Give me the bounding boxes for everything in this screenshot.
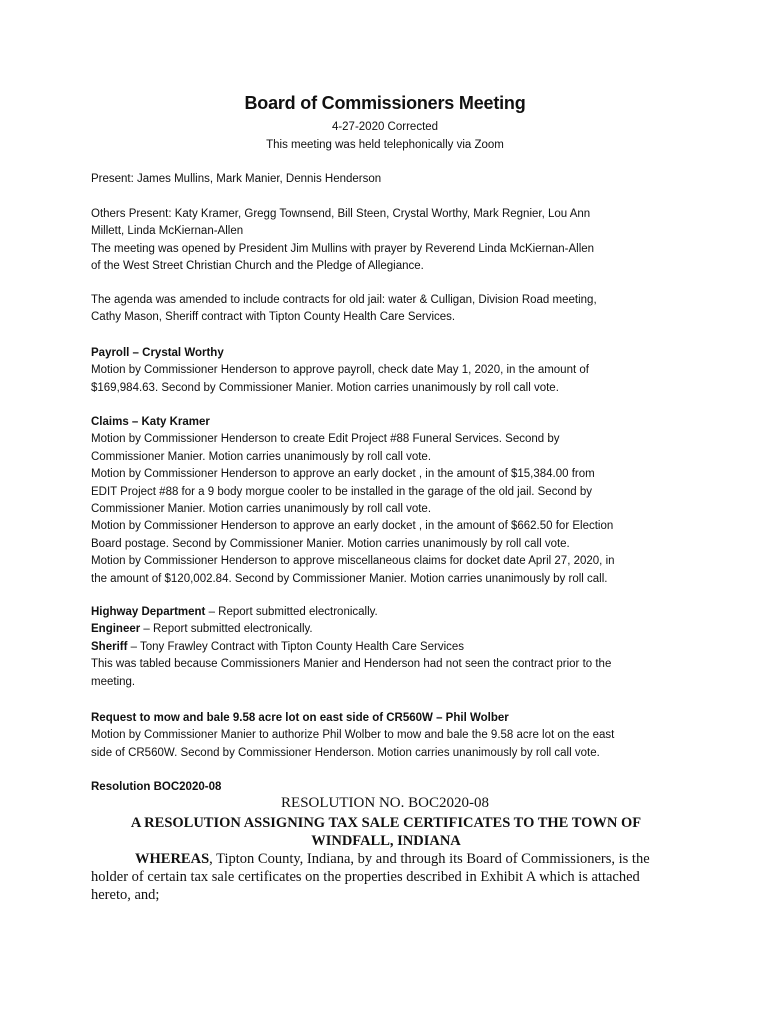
meeting-date: 4-27-2020 Corrected xyxy=(331,121,439,133)
present-line: Present: James Mullins, Mark Manier, Dennis Henderson xyxy=(91,173,382,185)
resolution-number: RESOLUTION NO. BOC2020-08 xyxy=(281,795,489,811)
payroll-line: Motion by Commissioner Henderson to approve payroll, check date May 1, 2020, in the amount of xyxy=(91,364,589,377)
highway-line xyxy=(91,604,691,621)
others-line: of the West Street Christian Church and the Pledge of Allegiance. xyxy=(91,260,424,273)
agenda-paragraph xyxy=(91,292,691,327)
resolution-title xyxy=(91,814,681,850)
mow-request-line: side of CR560W. Second by Commissioner Henderson. Motion carries unanimously by roll call vote. xyxy=(91,746,600,759)
engineer-line xyxy=(91,621,691,638)
whereas-line: holder of certain tax sale certificates on the properties described in Exhibit A which is attached xyxy=(91,869,640,885)
departments-section xyxy=(91,604,691,691)
claims-section xyxy=(91,414,691,588)
resolution-title-line: WINDFALL, INDIANA xyxy=(311,833,461,849)
payroll-heading: Payroll – Crystal Worthy xyxy=(91,347,224,359)
mow-request-section xyxy=(91,710,691,762)
tabled-line: This was tabled because Commissioners Manier and Henderson had not seen the contract prior to the xyxy=(91,658,612,671)
mow-request-heading: Request to mow and bale 9.58 acre lot on east side of CR560W – Phil Wolber xyxy=(91,712,509,724)
engineer-label: Engineer xyxy=(91,623,141,636)
claims-line: Motion by Commissioner Henderson to create Edit Project #88 Funeral Services. Second by xyxy=(91,433,560,446)
others-line: The meeting was opened by President Jim Mullins with prayer by Reverend Linda McKiernan-Allen xyxy=(91,242,595,255)
claims-line: Commissioner Manier. Motion carries unanimously by roll call vote. xyxy=(91,450,432,463)
tabled-line: meeting. xyxy=(91,675,136,688)
engineer-text: – Report submitted electronically. xyxy=(140,623,313,636)
whereas-text: , Tipton County, Indiana, by and through its Board of Commissioners, is the xyxy=(209,851,650,867)
claims-line: Motion by Commissioner Henderson to approve miscellaneous claims for docket date April 27, 2020, in xyxy=(91,555,615,568)
payroll-line: $169,984.63. Second by Commissioner Manier. Motion carries unanimously by roll call vote. xyxy=(91,381,559,394)
mow-request-line: Motion by Commissioner Manier to authorize Phil Wolber to mow and bale the 9.58 acre lot on the east xyxy=(91,729,615,742)
sheriff-text: – Tony Frawley Contract with Tipton County Health Care Services xyxy=(127,640,465,653)
payroll-section xyxy=(91,345,691,397)
resolution-title-line: A RESOLUTION ASSIGNING TAX SALE CERTIFICATES TO THE TOWN OF xyxy=(130,815,642,831)
claims-line: Motion by Commissioner Henderson to approve an early docket , in the amount of $662.50 for Election xyxy=(91,520,614,533)
claims-line: the amount of $120,002.84. Second by Commissioner Manier. Motion carries unanimously by roll call. xyxy=(91,572,608,585)
claims-line: Commissioner Manier. Motion carries unanimously by roll call vote. xyxy=(91,503,432,516)
sheriff-label: Sheriff xyxy=(91,640,128,653)
others-line: Others Present: Katy Kramer, Gregg Townsend, Bill Steen, Crystal Worthy, Mark Regnier, Lou Ann xyxy=(91,208,591,220)
agenda-line: Cathy Mason, Sheriff contract with Tipton County Health Care Services. xyxy=(91,311,456,324)
highway-label: Highway Department xyxy=(91,606,206,618)
others-line: Millett, Linda McKiernan-Allen xyxy=(91,225,244,238)
meeting-title: Board of Commissioners Meeting xyxy=(244,93,526,113)
whereas-label: WHEREAS xyxy=(135,851,210,867)
claims-line: Motion by Commissioner Henderson to approve an early docket , in the amount of $15,384.00 from xyxy=(91,468,595,481)
resolution-heading: Resolution BOC2020-08 xyxy=(91,781,222,793)
whereas-line: hereto, and; xyxy=(91,887,160,903)
others-paragraph xyxy=(91,206,691,276)
resolution-whereas xyxy=(91,850,681,904)
present-paragraph xyxy=(91,171,691,188)
whereas-line xyxy=(91,850,681,868)
meeting-note: This meeting was held telephonically via Zoom xyxy=(266,139,504,151)
claims-line: Board postage. Second by Commissioner Manier. Motion carries unanimously by roll call vote. xyxy=(91,537,570,550)
sheriff-line xyxy=(91,639,691,656)
agenda-line: The agenda was amended to include contracts for old jail: water & Culligan, Division Road meeting, xyxy=(91,294,597,306)
resolution-heading-block xyxy=(91,779,691,796)
claims-heading: Claims – Katy Kramer xyxy=(91,416,210,428)
claims-line: EDIT Project #88 for a 9 body morgue cooler to be installed in the garage of the old jail. Second by xyxy=(91,485,592,498)
highway-text: – Report submitted electronically. xyxy=(205,606,378,618)
